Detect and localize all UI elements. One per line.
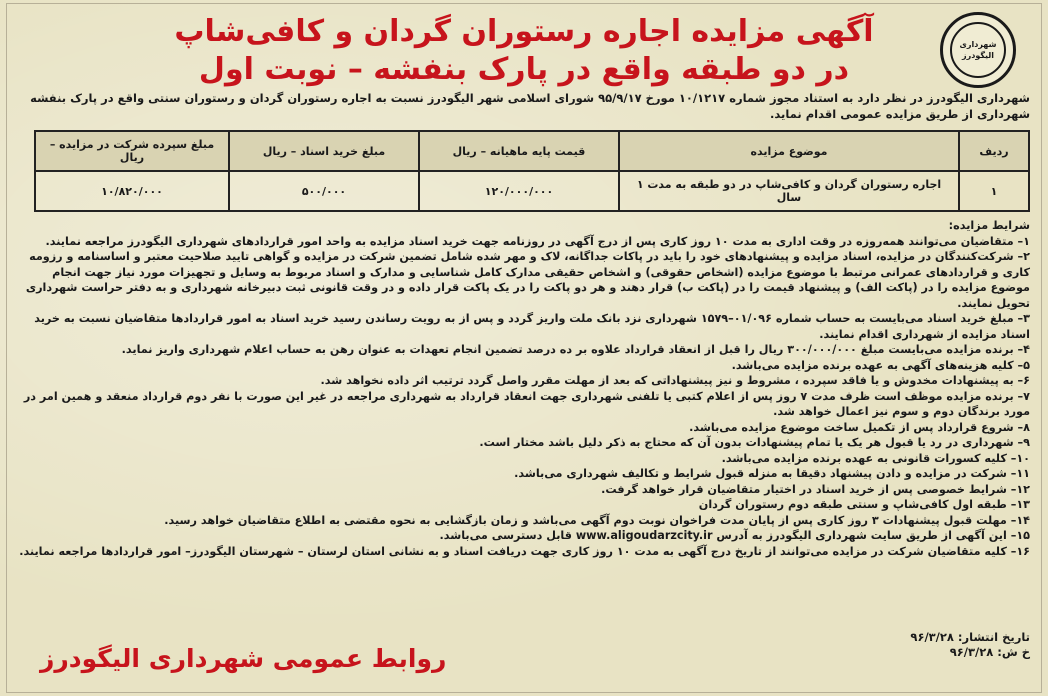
condition-item: ۷– برنده مزایده موظف است ظرف مدت ۷ روز پس از اعلام کتبی یا تلفنی شهرداری جهت انعقاد قرارداد به شهرداری مراجعه در غیر این صورت با نفر دوم قرارداد منعقد و همین امر در مورد برندگان دوم و سوم نیز اعمال خواهد شد.: [23, 389, 1030, 418]
table-header-row: [35, 131, 1029, 171]
condition-item: ۱۰– کلیه کسورات قانونی به عهده برنده مزایده می‌باشد.: [721, 451, 1030, 465]
conditions-title: شرایط مزایده:: [948, 219, 1030, 232]
condition-item: ۱۴– مهلت قبول پیشنهادات ۳ روز کاری پس از پایان مدت فراخوان نوبت دوم آگهی می‌باشد و زمان بازگشایی به نحوه مقتضی به اطلاع متقاضیان خواهد رسید.: [164, 513, 1030, 527]
col-header-document-price: مبلغ خرید اسناد – ریال: [229, 131, 419, 171]
condition-item: ۸– شروع قرارداد پس از تکمیل ساخت موضوع مزایده می‌باشد.: [689, 420, 1030, 434]
condition-item: ۶– به پیشنهادات مخدوش و یا فاقد سپرده ، مشروط و نیز پیشنهاداتی که بعد از مهلت مقرر واصل گردد ترتیب اثر داده نخواهد شد.: [320, 374, 1030, 387]
municipality-logo: [940, 12, 1016, 88]
intro-paragraph: شهرداری الیگودرز در نظر دارد به استناد مجوز شماره ۱۰/۱۲۱۷ مورخ ۹۵/۹/۱۷ شورای اسلامی شهر الیگودرز نسبت به اجاره رستوران گردان و رستوران سنتی واقع در پارک بنفشه شهرداری از طریق مزایده عمومی اقدام نماید.: [30, 91, 1030, 121]
condition-item: ۱– متقاضیان می‌توانند همه‌روزه در وقت اداری به مدت ۱۰ روز کاری پس از درج آگهی در روزنامه جهت خرید اسناد مزایده به واحد امور قراردادهای شهرداری الیگودرز مراجعه نمایند.: [45, 234, 1030, 248]
condition-item: ۱۵– این آگهی از طریق سایت شهرداری الیگودرز به آدرس www.aligoudarzcity.ir قابل دسترسی می‌باشد.: [439, 529, 1030, 542]
logo-text-line2: الیگودرز: [962, 51, 994, 60]
second-date: خ ش: ۹۶/۳/۲۸: [949, 645, 1030, 659]
cell-document-price: ۵۰۰/۰۰۰: [229, 171, 419, 211]
col-header-row-number: ردیف: [959, 131, 1029, 171]
publish-date: تاریخ انتشار: ۹۶/۳/۲۸: [910, 630, 1030, 644]
logo-emblem: [950, 22, 1006, 78]
condition-item: ۴– برنده مزایده می‌بایست مبلغ ۳۰۰/۰۰۰/۰۰۰ ریال را قبل از انعقاد قرارداد علاوه بر ده درصد تضمین انجام تعهدات به عنوان رهن به حساب اعلام شهرداری واریز نماید.: [121, 343, 1030, 356]
condition-item: ۱۲– شرایط خصوصی پس از خرید اسناد در اختیار متقاضیان قرار خواهد گرفت.: [601, 482, 1030, 496]
condition-item: ۲– شرکت‌کنندگان در مزایده، اسناد مزایده و پیشنهادهای خود را باید در پاکات جداگانه، لاک و مهر شده شامل تضمین شرکت در مزایده و گواهی تایید صلاحیت معتبر و اساسنامه و رزومه کاری و قراردادهای عمرانی مرتبط با موضوع مزایده (اشخاص حقوقی) و اشخاص حقیقی مدارک کامل شناسایی و مدارک و اسناد مربوط به وسایل و تجهیزات مورد نیاز جهت انجام موضوع مزایده را در (پاکت الف) و پیشنهاد قیمت را در (پاکت ب) قرار دهند و هر دو پاکت را در یک پاکت قرار داده و در وقت قانونی ثبت دبیرخانه شهرداری و به دفتر حراست شهرداری تحویل نمایند.: [25, 250, 1030, 310]
condition-item: ۳– مبلغ خرید اسناد می‌بایست به حساب شماره ۰۱/۰۹۶–۱۵۷۹ شهرداری نزد بانک ملت واریز گردد و پس از به رویت رساندن رسید خرید اسناد به امور قراردادها متقاضیان نسبت به خرید اسناد مزایده از شهرداری اقدام نمایند.: [34, 312, 1030, 341]
logo-text-line1: شهرداری: [959, 40, 997, 49]
publication-dates: [910, 630, 1030, 660]
footer: [14, 630, 1034, 690]
cell-deposit: ۱۰/۸۲۰/۰۰۰: [35, 171, 229, 211]
title-line-1: آگهی مزایده اجاره رستوران گردان و کافی‌شاپ: [174, 14, 874, 49]
condition-item: ۹– شهرداری در رد یا قبول هر یک یا تمام پیشنهادات بدون آن که محتاج به ذکر دلیل باشد مختار است.: [479, 436, 1030, 449]
condition-item: ۵– کلیه هزینه‌های آگهی به عهده برنده مزایده می‌باشد.: [731, 358, 1030, 372]
cell-subject: اجاره رستوران گردان و کافی‌شاپ در دو طبقه به مدت ۱ سال: [619, 171, 959, 211]
condition-item: ۱۱– شرکت در مزایده و دادن پیشنهاد دقیقا به منزله قبول شرایط و تکالیف شهرداری می‌باشد.: [514, 467, 1030, 480]
header: [14, 6, 1034, 90]
conditions-section: [18, 218, 1030, 559]
auction-table: [34, 130, 1030, 212]
col-header-deposit: مبلغ سپرده شرکت در مزایده – ریال: [35, 131, 229, 171]
title-line-2: در دو طبقه واقع در پارک بنفشه – نوبت اول: [198, 52, 850, 87]
col-header-base-price: قیمت پایه ماهیانه – ریال: [419, 131, 619, 171]
table-row: [35, 171, 1029, 211]
col-header-subject: موضوع مزایده: [619, 131, 959, 171]
condition-item: ۱۶– کلیه متقاضیان شرکت در مزایده می‌توانند از تاریخ درج آگهی به مدت ۱۰ روز کاری جهت دریافت اسناد و به نشانی استان لرستان – شهرستان الیگودرز– امور قراردادها مراجعه نمایند.: [19, 544, 1030, 558]
public-relations-signature: روابط عمومی شهرداری الیگودرز: [40, 644, 447, 673]
condition-item: ۱۳– طبقه اول کافی‌شاپ و سنتی طبقه دوم رستوران گردان: [698, 498, 1030, 511]
cell-base-price: ۱۲۰/۰۰۰/۰۰۰: [419, 171, 619, 211]
cell-row-number: ۱: [959, 171, 1029, 211]
